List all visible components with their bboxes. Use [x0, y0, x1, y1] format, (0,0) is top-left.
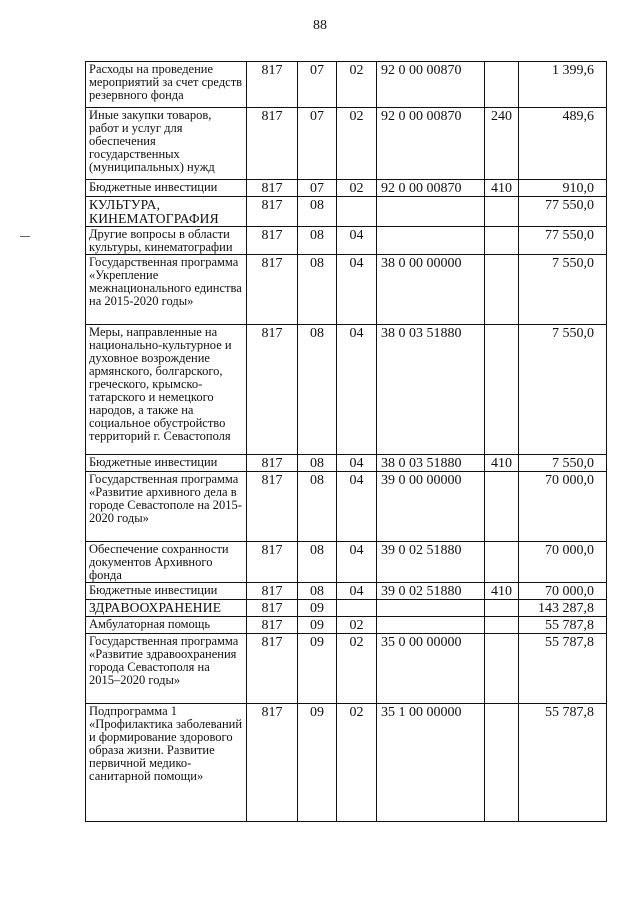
- amount-cell: 55 787,8: [519, 617, 607, 634]
- section-code-cell: 09: [298, 634, 337, 704]
- expense-type-cell: [485, 255, 519, 325]
- expense-name-cell: Обеспечение сохранности документов Архивного фонда: [86, 542, 247, 583]
- section-code-cell: 08: [298, 542, 337, 583]
- target-article-cell: [377, 600, 485, 617]
- expense-type-cell: [485, 472, 519, 542]
- section-code-cell: 08: [298, 227, 337, 255]
- target-article-cell: 92 0 00 00870: [377, 180, 485, 197]
- ministry-code-cell: 817: [247, 62, 298, 108]
- section-code-cell: 07: [298, 62, 337, 108]
- section-code-cell: 08: [298, 583, 337, 600]
- section-code-cell: 08: [298, 455, 337, 472]
- table-row: [86, 227, 607, 255]
- subsection-code-cell: 04: [337, 583, 377, 600]
- amount-cell: 55 787,8: [519, 704, 607, 822]
- expense-name-cell: Бюджетные инвестиции: [86, 583, 247, 600]
- subsection-code-cell: 02: [337, 704, 377, 822]
- target-article-cell: 38 0 00 00000: [377, 255, 485, 325]
- ministry-code-cell: 817: [247, 108, 298, 180]
- target-article-cell: 35 1 00 00000: [377, 704, 485, 822]
- ministry-code-cell: 817: [247, 542, 298, 583]
- ministry-code-cell: 817: [247, 617, 298, 634]
- target-article-cell: 92 0 00 00870: [377, 62, 485, 108]
- expense-type-cell: [485, 634, 519, 704]
- ministry-code-cell: 817: [247, 455, 298, 472]
- table-row: [86, 600, 607, 617]
- section-code-cell: 08: [298, 197, 337, 227]
- subsection-code-cell: [337, 197, 377, 227]
- expense-name-cell: Бюджетные инвестиции: [86, 455, 247, 472]
- table-row: [86, 542, 607, 583]
- expense-type-cell: [485, 617, 519, 634]
- expense-type-cell: [485, 197, 519, 227]
- target-article-cell: 38 0 03 51880: [377, 455, 485, 472]
- scan-edge-mark: [20, 236, 30, 237]
- target-article-cell: [377, 197, 485, 227]
- expense-type-cell: [485, 600, 519, 617]
- budget-table: [85, 61, 607, 822]
- expense-name-cell: Бюджетные инвестиции: [86, 180, 247, 197]
- ministry-code-cell: 817: [247, 634, 298, 704]
- table-row: [86, 455, 607, 472]
- amount-cell: 77 550,0: [519, 227, 607, 255]
- subsection-code-cell: 04: [337, 472, 377, 542]
- target-article-cell: 39 0 02 51880: [377, 542, 485, 583]
- expense-name-cell: Амбулаторная помощь: [86, 617, 247, 634]
- section-code-cell: 07: [298, 180, 337, 197]
- table-row: [86, 472, 607, 542]
- budget-table-container: [85, 61, 607, 822]
- target-article-cell: 39 0 02 51880: [377, 583, 485, 600]
- expense-type-cell: [485, 542, 519, 583]
- subsection-code-cell: 04: [337, 227, 377, 255]
- section-code-cell: 09: [298, 704, 337, 822]
- amount-cell: 1 399,6: [519, 62, 607, 108]
- table-row: [86, 197, 607, 227]
- target-article-cell: 92 0 00 00870: [377, 108, 485, 180]
- expense-name-cell: КУЛЬТУРА, КИНЕМАТОГРАФИЯ: [86, 197, 247, 227]
- expense-name-cell: Государственная программа «Развитие здравоохранения города Севастополя на 2015–2020 годы»: [86, 634, 247, 704]
- subsection-code-cell: 04: [337, 255, 377, 325]
- table-row: [86, 583, 607, 600]
- table-row: [86, 108, 607, 180]
- expense-type-cell: 410: [485, 455, 519, 472]
- expense-name-cell: Государственная программа «Укрепление межнационального единства на 2015-2020 годы»: [86, 255, 247, 325]
- table-row: [86, 62, 607, 108]
- ministry-code-cell: 817: [247, 325, 298, 455]
- amount-cell: 70 000,0: [519, 542, 607, 583]
- expense-type-cell: [485, 227, 519, 255]
- expense-type-cell: 240: [485, 108, 519, 180]
- table-row: [86, 617, 607, 634]
- expense-name-cell: Подпрограмма 1 «Профилактика заболеваний и формирование здорового образа жизни. Развитие первичной медико-санитарной помощи»: [86, 704, 247, 822]
- ministry-code-cell: 817: [247, 704, 298, 822]
- expense-name-cell: Меры, направленные на национально-культурное и духовное возрождение армянского, болгарского, греческого, крымско-татарского и немецкого народов, а также на социальное обустройство территорий г. Севастополя: [86, 325, 247, 455]
- expense-name-cell: Государственная программа «Развитие архивного дела в городе Севастополе на 2015-2020 годы»: [86, 472, 247, 542]
- amount-cell: 70 000,0: [519, 472, 607, 542]
- expense-name-cell: Иные закупки товаров, работ и услуг для обеспечения государственных (муниципальных) нужд: [86, 108, 247, 180]
- table-row: [86, 704, 607, 822]
- target-article-cell: 35 0 00 00000: [377, 634, 485, 704]
- target-article-cell: 39 0 00 00000: [377, 472, 485, 542]
- expense-type-cell: [485, 325, 519, 455]
- amount-cell: 55 787,8: [519, 634, 607, 704]
- amount-cell: 7 550,0: [519, 255, 607, 325]
- subsection-code-cell: 04: [337, 455, 377, 472]
- expense-name-cell: Расходы на проведение мероприятий за счет средств резервного фонда: [86, 62, 247, 108]
- section-code-cell: 09: [298, 600, 337, 617]
- amount-cell: 489,6: [519, 108, 607, 180]
- amount-cell: 7 550,0: [519, 325, 607, 455]
- subsection-code-cell: 02: [337, 180, 377, 197]
- table-row: [86, 634, 607, 704]
- table-row: [86, 180, 607, 197]
- section-code-cell: 08: [298, 472, 337, 542]
- section-code-cell: 08: [298, 325, 337, 455]
- amount-cell: 143 287,8: [519, 600, 607, 617]
- section-code-cell: 09: [298, 617, 337, 634]
- amount-cell: 77 550,0: [519, 197, 607, 227]
- ministry-code-cell: 817: [247, 180, 298, 197]
- expense-type-cell: 410: [485, 583, 519, 600]
- subsection-code-cell: 02: [337, 617, 377, 634]
- table-row: [86, 255, 607, 325]
- target-article-cell: [377, 227, 485, 255]
- ministry-code-cell: 817: [247, 255, 298, 325]
- subsection-code-cell: 04: [337, 325, 377, 455]
- ministry-code-cell: 817: [247, 583, 298, 600]
- subsection-code-cell: 02: [337, 62, 377, 108]
- page-number: 88: [313, 18, 327, 33]
- subsection-code-cell: 02: [337, 108, 377, 180]
- ministry-code-cell: 817: [247, 472, 298, 542]
- amount-cell: 7 550,0: [519, 455, 607, 472]
- section-code-cell: 07: [298, 108, 337, 180]
- target-article-cell: [377, 617, 485, 634]
- ministry-code-cell: 817: [247, 197, 298, 227]
- ministry-code-cell: 817: [247, 227, 298, 255]
- subsection-code-cell: 04: [337, 542, 377, 583]
- section-code-cell: 08: [298, 255, 337, 325]
- ministry-code-cell: 817: [247, 600, 298, 617]
- subsection-code-cell: 02: [337, 634, 377, 704]
- amount-cell: 910,0: [519, 180, 607, 197]
- expense-type-cell: 410: [485, 180, 519, 197]
- amount-cell: 70 000,0: [519, 583, 607, 600]
- subsection-code-cell: [337, 600, 377, 617]
- expense-name-cell: ЗДРАВООХРАНЕНИЕ: [86, 600, 247, 617]
- expense-name-cell: Другие вопросы в области культуры, кинематографии: [86, 227, 247, 255]
- target-article-cell: 38 0 03 51880: [377, 325, 485, 455]
- expense-type-cell: [485, 704, 519, 822]
- table-row: [86, 325, 607, 455]
- expense-type-cell: [485, 62, 519, 108]
